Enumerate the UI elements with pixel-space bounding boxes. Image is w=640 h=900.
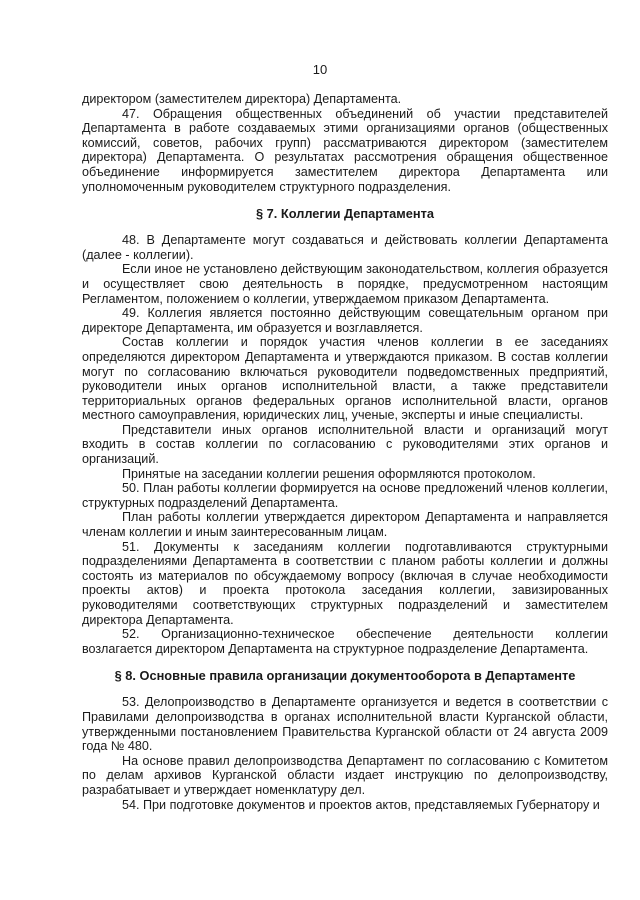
paragraph: Принятые на заседании коллегии решения оформляются протоколом.	[122, 466, 536, 481]
paragraph: Состав коллегии и порядок участия членов коллегии в ее заседаниях определяются директором Департамента и утверждаются приказом. В состав коллегии могут по согласованию включаться руководители подведомственных предприятий, руководители иных органов исполнительной власти, а также представители территориальных органов федеральных органов исполнительной власти, органов местного самоуправления, юридических лиц, ученые, эксперты и иные специалисты.	[82, 335, 608, 423]
section-spacer	[82, 194, 608, 206]
paragraph: 50. План работы коллегии формируется на основе предложений членов коллегии, структурных подразделений Департамента.	[82, 481, 608, 510]
paragraph: 52. Организационно-техническое обеспечение деятельности коллегии возлагается директором Департамента на структурное подразделение Департамента.	[82, 627, 608, 656]
section-spacer	[82, 683, 608, 695]
paragraph: 47. Обращения общественных объединений об участии представителей Департамента в работе создаваемых этими организациями органов (общественных комиссий, советов, рабочих групп) рассматриваются директором (заместителем директора) Департамента. О результатах рассмотрения обращения общественное объединение информируется заместителем директора Департамента или уполномоченным руководителем структурного подразделения.	[82, 106, 608, 194]
document-body	[82, 92, 608, 812]
paragraph: План работы коллегии утверждается директором Департамента и направляется членам коллегии и иным заинтересованным лицам.	[82, 510, 608, 540]
section-heading: § 8. Основные правила организации документооборота в Департаменте	[114, 668, 576, 684]
paragraph: 51. Документы к заседаниям коллегии подготавливаются структурными подразделениями Департамента в соответствии с планом работы коллегии и должны состоять из материалов по обсуждаемому вопросу (включая в случае необходимости проекты актов) и проекта протокола заседания коллегии, завизированных руководителями соответствующих структурных подразделений и заместителем директора Департамента.	[82, 539, 608, 627]
paragraph: директором (заместителем директора) Департамента.	[82, 92, 402, 106]
paragraph: Представители иных органов исполнительной власти и организаций могут входить в состав коллегии по согласованию с руководителями этих органов и организаций.	[82, 422, 608, 467]
section-spacer	[82, 221, 608, 233]
paragraph: Если иное не установлено действующим законодательством, коллегия образуется и осуществляет свою деятельность в порядке, предусмотренном настоящим Регламентом, положением о коллегии, утверждаемом приказом Департамента.	[82, 262, 608, 306]
paragraph: 54. При подготовке документов и проектов актов, представляемых Губернатору и	[122, 797, 600, 812]
section-spacer	[82, 656, 608, 668]
section-heading: § 7. Коллегии Департамента	[255, 206, 434, 222]
page-number: 10	[312, 62, 328, 77]
paragraph: 48. В Департаменте могут создаваться и действовать коллегии Департамента (далее - коллегии).	[82, 233, 608, 262]
paragraph: 49. Коллегия является постоянно действующим совещательным органом при директоре Департамента, им образуется и возглавляется.	[82, 306, 608, 335]
paragraph: На основе правил делопроизводства Департамент по согласованию с Комитетом по делам архивов Курганской области издает инструкцию по делопроизводству, разрабатывает и утверждает номенклатуру дел.	[82, 753, 608, 797]
paragraph: 53. Делопроизводство в Департаменте организуется и ведется в соответствии с Правилами делопроизводства в органах исполнительной власти Курганской области, утвержденными постановлением Правительства Курганской области от 24 августа 2009 года № 480.	[82, 695, 608, 754]
